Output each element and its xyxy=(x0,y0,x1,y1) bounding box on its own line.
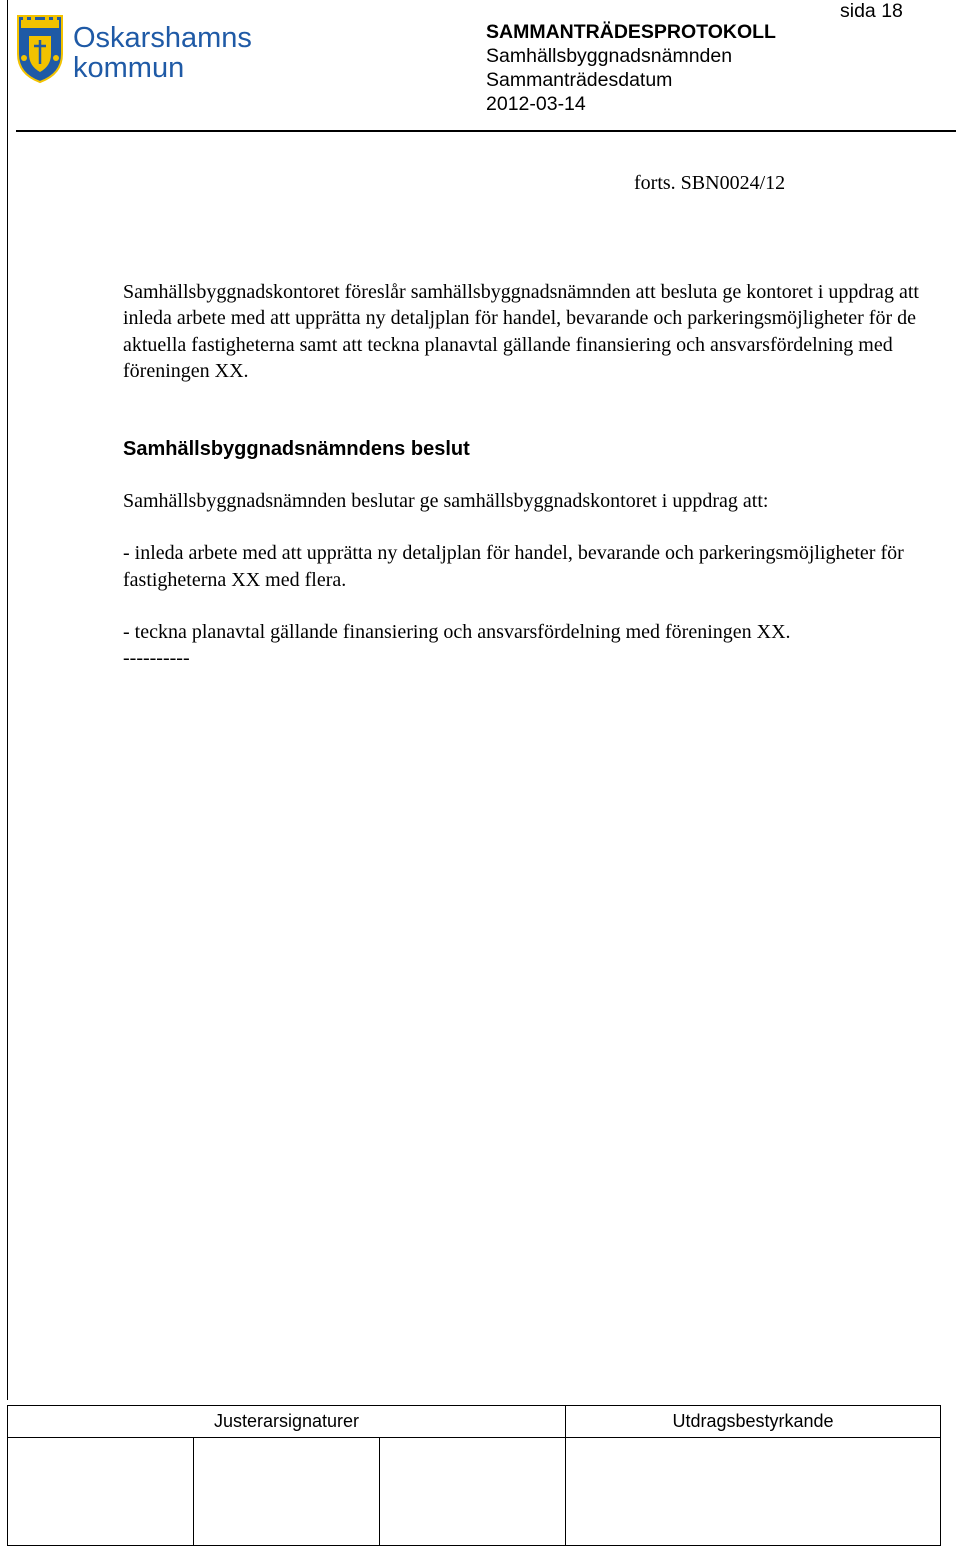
coat-of-arms-icon xyxy=(18,16,62,82)
signature-header-right: Utdragsbestyrkande xyxy=(566,1406,941,1438)
signature-cell xyxy=(380,1438,566,1546)
document-header xyxy=(486,20,776,116)
separator-line: ---------- xyxy=(123,647,190,670)
logo-text-line2: kommun xyxy=(73,52,185,84)
document-title: SAMMANTRÄDESPROTOKOLL xyxy=(486,21,776,43)
signature-cell xyxy=(8,1438,194,1546)
logo-text-line1: Oskarshamns xyxy=(73,22,252,54)
decision-heading: Samhällsbyggnadsnämndens beslut xyxy=(123,438,470,461)
case-reference: forts. SBN0024/12 xyxy=(634,172,786,194)
left-margin-rule xyxy=(7,0,8,1400)
proposal-paragraph: Samhällsbyggnadskontoret föreslår samhällsbyggnadsnämnden att besluta ge kontoret i uppdrag att inleda arbete med att upprätta ny detaljplan för handel, bevarande och parkeringsmöjligheter för de aktuella fastigheterna samt att teckna planavtal gällande finansiering och ansvarsfördelning med föreningen XX. xyxy=(123,281,919,382)
decision-paragraph: Samhällsbyggnadsnämnden beslutar ge samhällsbyggnadskontoret i uppdrag att: xyxy=(123,490,769,513)
oskarshamns-kommun-logo xyxy=(15,14,260,84)
signature-cell xyxy=(194,1438,380,1546)
signature-header-left: Justerarsignaturer xyxy=(8,1406,566,1438)
document-body xyxy=(123,279,938,672)
decision-item: - inleda arbete med att upprätta ny detaljplan för handel, bevarande och parkeringsmöjligheter för fastigheterna XX med flera. xyxy=(123,542,904,591)
meeting-date: 2012-03-14 xyxy=(486,93,586,115)
date-label: Sammanträdesdatum xyxy=(486,69,673,91)
signature-table xyxy=(7,1405,941,1546)
committee-name: Samhällsbyggnadsnämnden xyxy=(486,45,733,67)
decision-item: - teckna planavtal gällande finansiering och ansvarsfördelning med föreningen XX. xyxy=(123,621,791,644)
certification-cell xyxy=(566,1438,941,1546)
header-divider xyxy=(16,130,956,132)
page-number: sida 18 xyxy=(840,0,903,22)
